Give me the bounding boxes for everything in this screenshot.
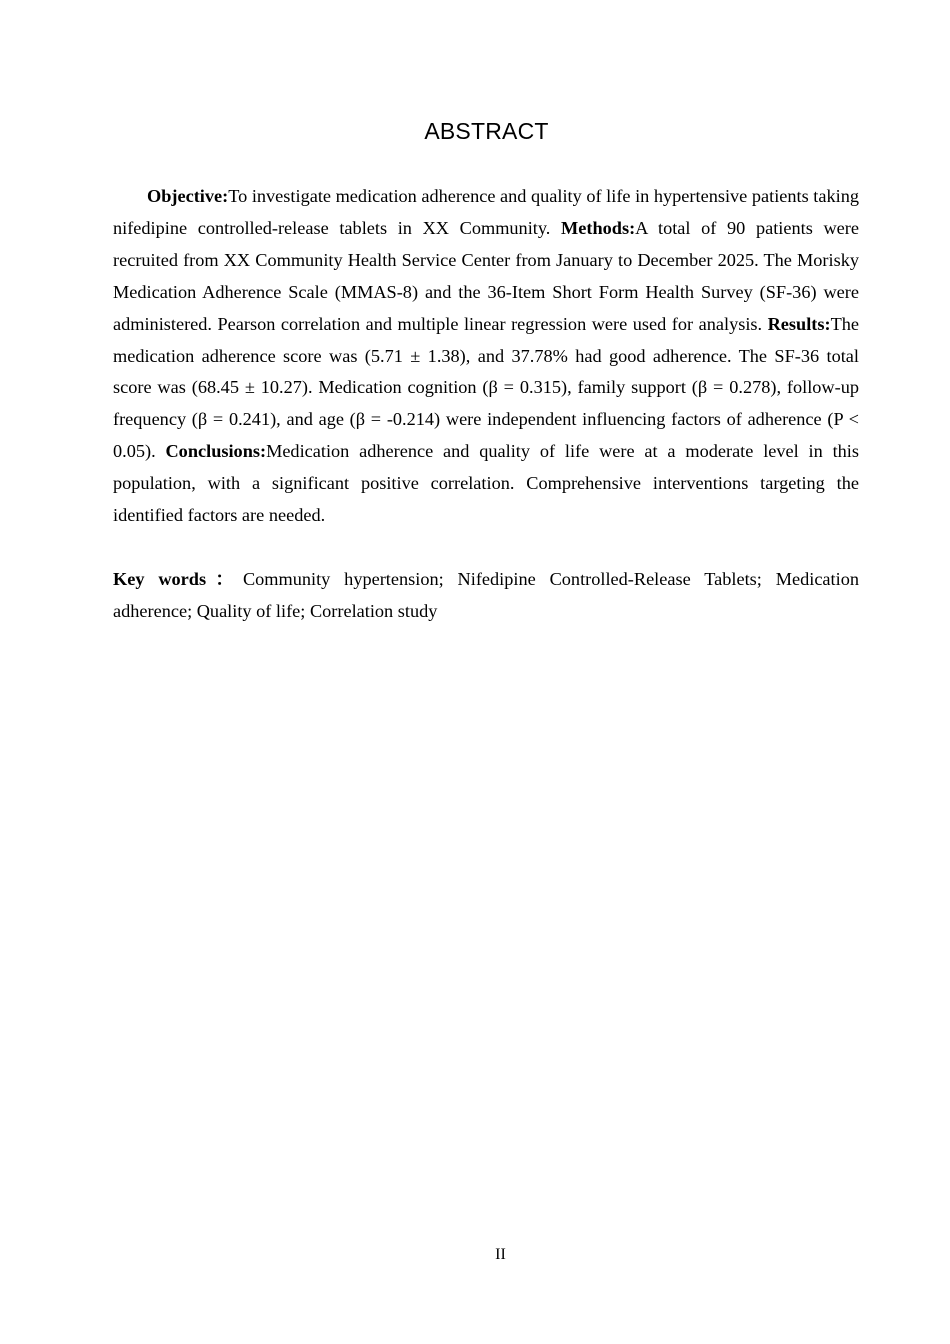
keywords-text: Community hypertension; Nifedipine Controlled-Release Tablets; Medication adherence; Quality of life; Correlation study [113, 569, 859, 621]
keywords-label: Key words： [113, 569, 243, 589]
conclusions-label: Conclusions: [165, 441, 267, 462]
results-text: The medication adherence score was (5.71 ± 1.38), and 37.78% had good adherence. The SF-36 total score was (68.45 ± 10.27). Medication cognition (β = 0.315), family support (β = 0.278), follow-up frequency (β = 0.241), and age (β = -0.214) were independent influencing factors of adherence (P < 0.05). [113, 313, 859, 462]
page-number: II [495, 1246, 506, 1263]
methods-text: A total of 90 patients were recruited from XX Community Health Service Center from January to December 2025. The Morisky Medication Adherence Scale (MMAS-8) and the 36-Item Short Form Health Survey (SF-36) were administered. Pearson correlation and multiple linear regression were used for analysis. [113, 217, 859, 334]
keywords-paragraph [113, 564, 859, 628]
objective-text: To investigate medication adherence and quality of life in hypertensive patients taking nifedipine controlled-release tablets in XX Community. [113, 186, 859, 238]
abstract-heading: ABSTRACT [424, 118, 549, 144]
methods-label: Methods: [561, 217, 636, 238]
conclusions-text: Medication adherence and quality of life were at a moderate level in this population, with a significant positive correlation. Comprehensive interventions targeting the identified factors are needed. [113, 441, 859, 526]
abstract-paragraph [113, 181, 859, 532]
results-label: Results: [767, 313, 831, 334]
objective-label: Objective: [147, 186, 229, 206]
